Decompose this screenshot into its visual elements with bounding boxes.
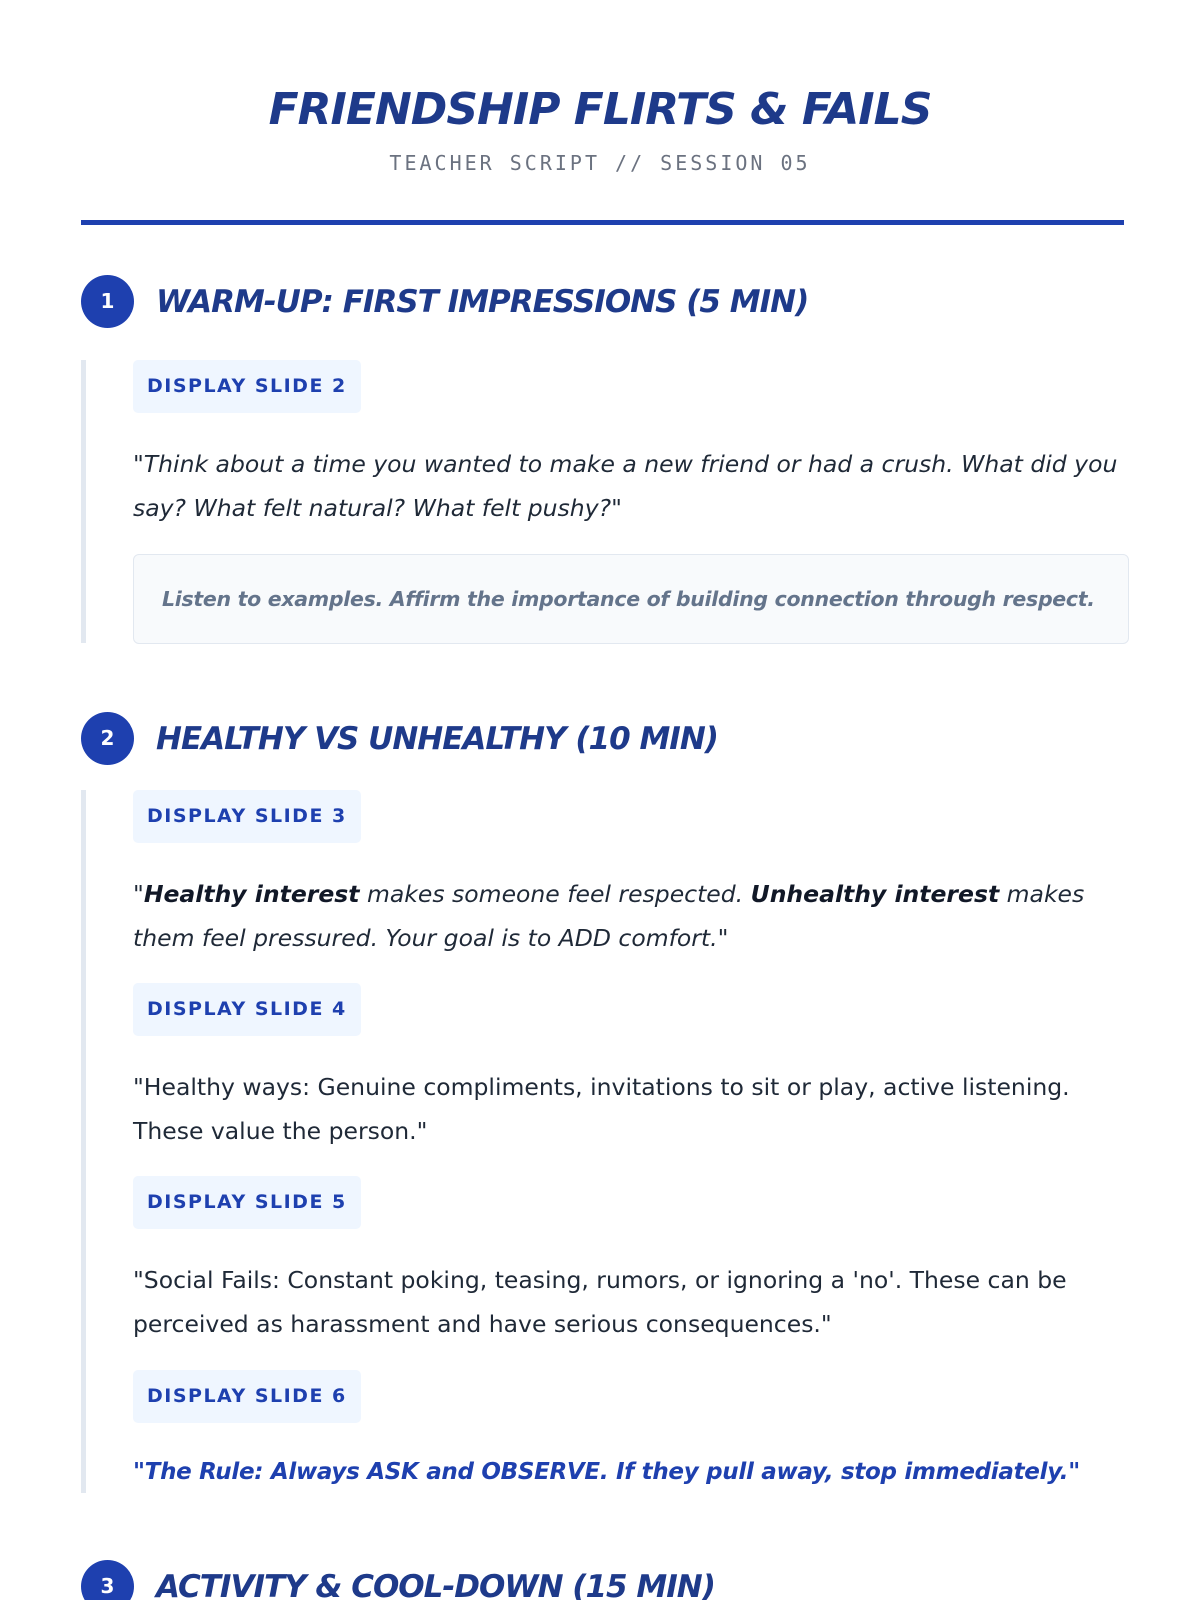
section-2-content <box>81 790 1124 1493</box>
display-slide-tag: DISPLAY SLIDE 5 <box>133 1176 361 1229</box>
key-rule-text: "The Rule: Always ASK and OBSERVE. If they pull away, stop immediately." <box>133 1459 1080 1485</box>
bold-term-healthy: Healthy interest <box>143 880 360 908</box>
bold-term-unhealthy: Unhealthy interest <box>750 880 1000 908</box>
page-subtitle: TEACHER SCRIPT // SESSION 05 <box>389 151 811 175</box>
section-3-heading <box>81 1560 1124 1600</box>
section-1-heading <box>81 275 1124 329</box>
section-number-badge: 3 <box>81 1560 134 1600</box>
script-text <box>133 872 1133 960</box>
display-slide-tag: DISPLAY SLIDE 6 <box>133 1370 361 1423</box>
section-number-badge: 2 <box>81 712 134 765</box>
script-text: "Social Fails: Constant poking, teasing, rumors, or ignoring a 'no'. These can be perceived as harassment and have serious consequences." <box>133 1266 1067 1338</box>
script-fragment: makes someone feel respected. <box>359 880 751 908</box>
page-title: FRIENDSHIP FLIRTS & FAILS <box>268 84 932 135</box>
section-title: ACTIVITY & COOL-DOWN (15 MIN) <box>156 1569 715 1600</box>
section-2-heading <box>81 712 1124 766</box>
display-slide-tag: DISPLAY SLIDE 3 <box>133 790 361 843</box>
section-title: HEALTHY VS UNHEALTHY (10 MIN) <box>156 721 718 757</box>
display-slide-tag: DISPLAY SLIDE 4 <box>133 983 361 1036</box>
header-divider <box>81 220 1124 225</box>
script-text: "Healthy ways: Genuine compliments, invitations to sit or play, active listening. These value the person." <box>133 1073 1070 1145</box>
section-title: WARM-UP: FIRST IMPRESSIONS (5 MIN) <box>156 284 809 320</box>
script-fragment: makes them feel pressured. Your goal is to ADD comfort." <box>133 880 1085 952</box>
display-slide-tag: DISPLAY SLIDE 2 <box>133 360 361 413</box>
section-1-content <box>81 360 1124 643</box>
section-number-badge: 1 <box>81 275 134 328</box>
teacher-note: Listen to examples. Affirm the importance of building connection through respect. <box>133 554 1129 644</box>
quote-mark: " <box>133 880 144 908</box>
script-text: "Think about a time you wanted to make a new friend or had a crush. What did you say? What felt natural? What felt pushy?" <box>133 450 1118 522</box>
